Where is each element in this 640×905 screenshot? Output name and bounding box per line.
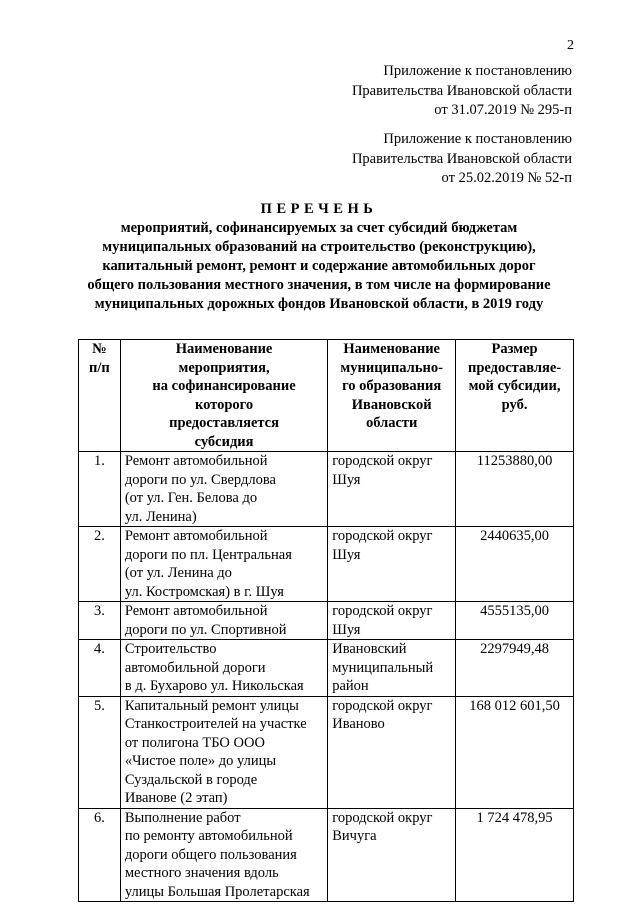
document-title: [60, 200, 578, 314]
event-name: [120, 696, 327, 808]
table-row: [79, 602, 574, 640]
event-name-line: дороги по ул. Спортивной: [124, 621, 287, 638]
event-name-line: (от ул. Ген. Белова до: [124, 490, 258, 506]
municipality-line: муниципальный: [332, 659, 434, 676]
event-name-line: Ремонт автомобильной: [124, 528, 268, 544]
event-name-line: Капитальный ремонт улицы: [124, 697, 299, 714]
annex-line: Приложение к постановлению: [383, 131, 572, 147]
municipality: [328, 696, 456, 808]
header-name: Наименование мероприятия, на софинансирование которого предоставляется субсидия: [120, 340, 327, 452]
table-row: [79, 808, 574, 902]
event-name: [120, 808, 327, 902]
header-num: № п/п: [79, 340, 121, 452]
municipality-line: Вичуга: [332, 828, 377, 844]
event-name-line: Суздальской в городе: [124, 771, 258, 788]
row-number: 6.: [79, 808, 121, 902]
annex-line: от 31.07.2019 № 295-п: [434, 102, 572, 118]
subsidy-amount: 2297949,48: [456, 640, 574, 697]
municipality: [328, 640, 456, 697]
municipality: [328, 808, 456, 902]
municipality-line: городской округ: [332, 528, 433, 544]
title-line: муниципальных образований на строительство (реконструкцию),: [102, 239, 536, 255]
event-name: [120, 602, 327, 640]
event-name: [120, 452, 327, 527]
event-name-line: от полигона ТБО ООО: [124, 734, 265, 751]
event-name-line: автомобильной дороги: [124, 659, 266, 676]
event-name-line: Ремонт автомобильной: [124, 603, 268, 619]
subsidy-amount: 168 012 601,50: [456, 696, 574, 808]
subsidy-amount: 1 724 478,95: [456, 808, 574, 902]
municipality-line: городской округ: [332, 697, 433, 714]
row-number: 4.: [79, 640, 121, 697]
event-name-line: дороги по пл. Центральная: [124, 546, 292, 563]
row-number: 3.: [79, 602, 121, 640]
table-row: [79, 452, 574, 527]
municipality-line: Ивановский: [332, 641, 407, 657]
event-name-line: ул. Костромская) в г. Шуя: [124, 583, 284, 600]
event-name-line: местного значения вдоль: [124, 865, 279, 881]
event-name-line: (от ул. Ленина до: [124, 565, 232, 581]
event-name-line: Выполнение работ: [124, 809, 241, 826]
subsidy-amount: 4555135,00: [456, 602, 574, 640]
municipality-line: Шуя: [332, 546, 361, 563]
table-header-row: [79, 340, 574, 452]
municipality-line: Иваново: [332, 716, 385, 732]
event-name: [120, 640, 327, 697]
municipality: [328, 527, 456, 602]
annex-original: [0, 130, 572, 189]
annex-current: [0, 62, 572, 121]
title-line: капитальный ремонт, ремонт и содержание автомобильных дорог: [102, 258, 536, 274]
subsidy-amount: 11253880,00: [456, 452, 574, 527]
event-name: [120, 527, 327, 602]
page-number: 2: [567, 38, 574, 53]
title-line: мероприятий, софинансируемых за счет субсидий бюджетам: [120, 220, 518, 236]
event-name-line: по ремонту автомобильной: [124, 828, 293, 844]
title-line: общего пользования местного значения, в том числе на формирование: [87, 277, 551, 293]
row-number: 1.: [79, 452, 121, 527]
header-municipality: Наименование муниципально- го образования Ивановской области: [328, 340, 456, 452]
municipality-line: Шуя: [332, 471, 361, 488]
event-name-line: дороги по ул. Свердлова: [124, 471, 276, 488]
title-line: муниципальных дорожных фондов Ивановской области, в 2019 году: [94, 296, 544, 312]
event-name-line: Станкостроителей на участке: [124, 716, 307, 732]
table-row: [79, 527, 574, 602]
event-name-line: Ремонт автомобильной: [124, 453, 268, 469]
event-name-line: Строительство: [124, 641, 217, 657]
event-name-line: дороги общего пользования: [124, 846, 297, 863]
table-row: [79, 640, 574, 697]
municipality: [328, 602, 456, 640]
municipality-line: городской округ: [332, 603, 433, 619]
event-name-line: ул. Ленина): [124, 508, 197, 525]
row-number: 2.: [79, 527, 121, 602]
municipality-line: Шуя: [332, 621, 361, 638]
title-heading: ПЕРЕЧЕНЬ: [260, 201, 378, 217]
municipality-line: район: [332, 678, 369, 694]
event-name-line: Иванове (2 этап): [124, 790, 228, 806]
table-row: [79, 696, 574, 808]
subsidy-table: [78, 339, 574, 902]
annex-line: Правительства Ивановской области: [351, 82, 572, 99]
event-name-line: в д. Бухарово ул. Никольская: [124, 678, 304, 694]
municipality-line: городской округ: [332, 453, 433, 469]
annex-line: Приложение к постановлению: [383, 63, 572, 79]
municipality-line: городской округ: [332, 809, 433, 826]
event-name-line: улицы Большая Пролетарская: [124, 883, 310, 900]
event-name-line: «Чистое поле» до улицы: [124, 753, 277, 769]
row-number: 5.: [79, 696, 121, 808]
annex-line: от 25.02.2019 № 52-п: [441, 170, 572, 186]
subsidy-amount: 2440635,00: [456, 527, 574, 602]
header-amount: Размер предоставляе- мой субсидии, руб.: [456, 340, 574, 452]
annex-line: Правительства Ивановской области: [351, 150, 572, 167]
municipality: [328, 452, 456, 527]
